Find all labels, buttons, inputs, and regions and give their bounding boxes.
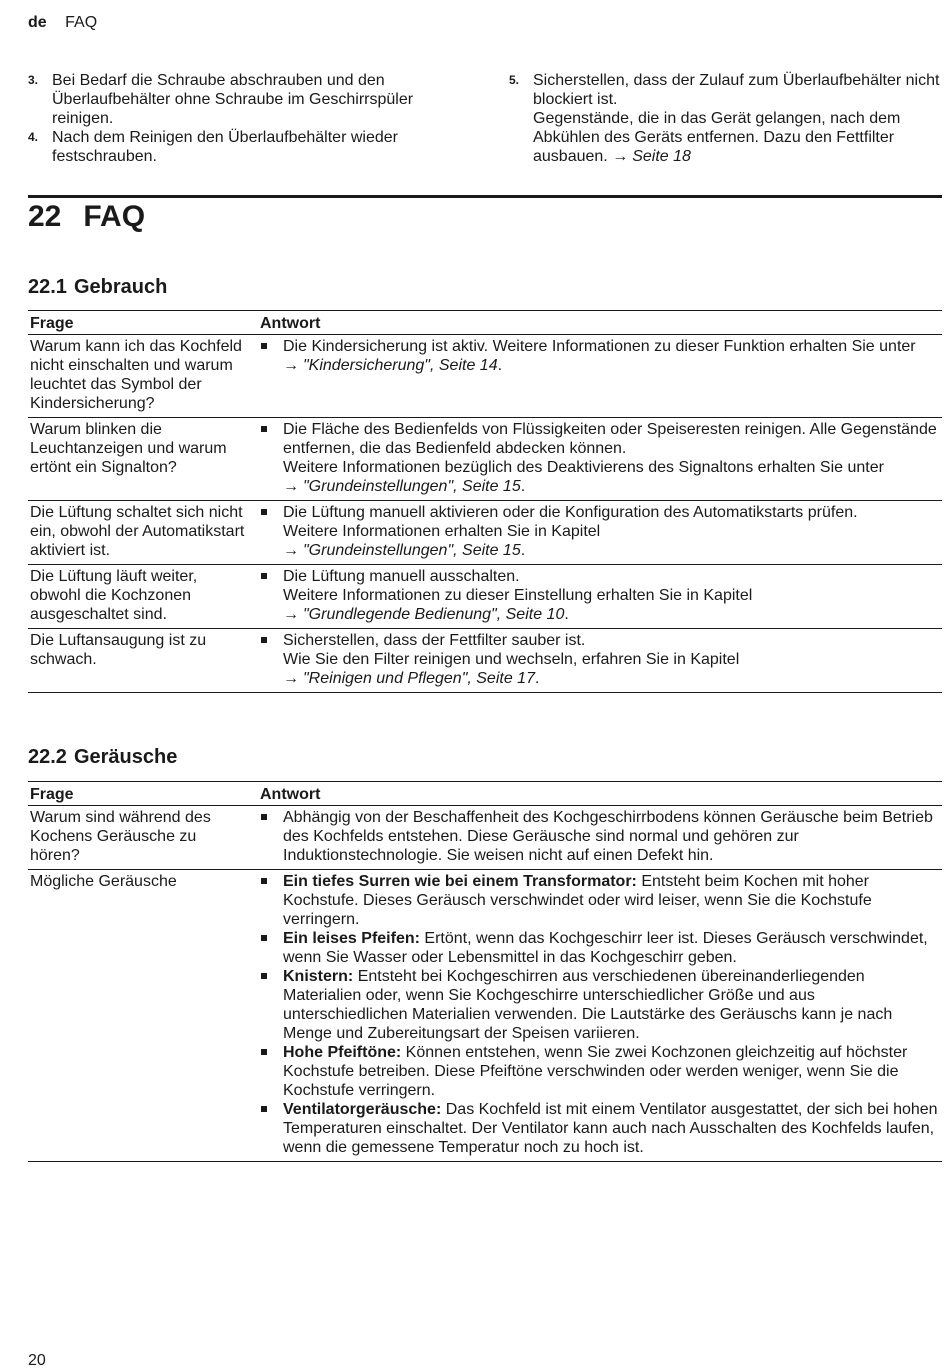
arrow-icon: → bbox=[612, 148, 629, 165]
bullet-icon bbox=[260, 967, 283, 1043]
header-title: FAQ bbox=[65, 14, 98, 31]
chapter-number: 22 bbox=[28, 200, 62, 233]
column-header-frage: Frage bbox=[30, 315, 74, 332]
page-reference-link[interactable]: Seite 18 bbox=[632, 148, 691, 165]
steps-left-column bbox=[28, 71, 468, 166]
section-title-gebrauch bbox=[28, 275, 167, 299]
list-item bbox=[260, 929, 942, 967]
noise-description: Entsteht bei Kochgeschirren aus verschiedenen übereinanderliegenden Materialien oder, wenn Sie Kochgeschirre unterschiedlicher Größe und aus unterschiedlichen Materialien verwenden. Die Lautstärke des Geräuschs kann je nach Menge und Zubereitungsart der Speisen variieren. bbox=[283, 968, 893, 1042]
answer-text-secondary: Wie Sie den Filter reinigen und wechseln, erfahren Sie in Kapitel bbox=[283, 651, 740, 668]
answer-text: Die Kindersicherung ist aktiv. Weitere Informationen zu dieser Funktion erhalten Sie unter bbox=[283, 338, 916, 355]
step-number: 4. bbox=[28, 130, 39, 144]
arrow-icon: → bbox=[283, 478, 299, 495]
step-item bbox=[28, 128, 468, 166]
noise-label: Hohe Pfeiftöne: bbox=[283, 1044, 402, 1061]
arrow-icon: → bbox=[283, 670, 299, 687]
page-reference-link[interactable]: "Grundeinstellungen", Seite 15 bbox=[303, 478, 521, 495]
step-number: 5. bbox=[509, 73, 520, 87]
step-number: 3. bbox=[28, 73, 39, 87]
step-item bbox=[509, 71, 942, 166]
noise-label: Knistern: bbox=[283, 968, 354, 985]
section-number: 22.1 bbox=[28, 276, 67, 298]
section-name: Geräusche bbox=[73, 746, 178, 768]
chapter-name: FAQ bbox=[83, 200, 146, 233]
bullet-icon bbox=[260, 503, 283, 560]
question-cell: Warum blinken die Leuchtanzeigen und warum ertönt ein Signalton? bbox=[30, 421, 227, 476]
column-header-antwort: Antwort bbox=[260, 315, 321, 332]
bullet-icon bbox=[260, 808, 283, 865]
arrow-icon: → bbox=[283, 357, 299, 374]
page-reference-link[interactable]: "Reinigen und Pflegen", Seite 17 bbox=[303, 670, 535, 687]
arrow-icon: → bbox=[283, 542, 299, 559]
chapter-divider bbox=[28, 195, 942, 198]
noise-description: Entsteht beim Kochen mit hoher Kochstufe. Dieses Geräusch verschwindet oder wird leiser, wenn Sie die Kochstufe verringern. bbox=[283, 873, 872, 928]
faq-table-gebrauch bbox=[28, 310, 942, 693]
answer-cell: Die Fläche des Bedienfelds von Flüssigkeiten oder Speiseresten reinigen. Alle Gegenstände entfernen, die das Bedienfeld abdecken können. Weitere Informationen bezüglich des Deaktivierens des Signaltons erhalten Sie unter → "Grundeinstellungen", Seite 15. bbox=[248, 418, 942, 500]
column-header-antwort: Antwort bbox=[260, 786, 321, 803]
answer-cell: Sicherstellen, dass der Fettfilter sauber ist. Wie Sie den Filter reinigen und wechseln, erfahren Sie in Kapitel → "Reinigen und Pflegen", Seite 17. bbox=[248, 629, 942, 692]
question-cell: Die Lüftung läuft weiter, obwohl die Kochzonen ausgeschaltet sind. bbox=[30, 568, 198, 623]
column-header-frage: Frage bbox=[30, 786, 74, 803]
steps-right-column bbox=[509, 71, 942, 166]
language-code: de bbox=[28, 14, 47, 31]
answer-cell: Die Kindersicherung ist aktiv. Weitere Informationen zu dieser Funktion erhalten Sie unter → "Kindersicherung", Seite 14. bbox=[248, 335, 942, 417]
answer-text: Die Fläche des Bedienfelds von Flüssigkeiten oder Speiseresten reinigen. Alle Gegenstände entfernen, die das Bedienfeld abdecken können. bbox=[283, 421, 937, 457]
bullet-icon bbox=[260, 872, 283, 929]
table-row bbox=[28, 628, 942, 692]
bullet-icon bbox=[260, 1043, 283, 1100]
step-item bbox=[28, 71, 468, 128]
answer-cell: Die Lüftung manuell aktivieren oder die Konfiguration des Automatikstarts prüfen. Weitere Informationen erhalten Sie in Kapitel → "Grundeinstellungen", Seite 15. bbox=[248, 501, 942, 564]
answer-text: Sicherstellen, dass der Fettfilter sauber ist. bbox=[283, 632, 586, 649]
table-row bbox=[28, 500, 942, 564]
bullet-icon bbox=[260, 631, 283, 688]
question-cell: Die Luftansaugung ist zu schwach. bbox=[30, 632, 207, 668]
noise-description: Ertönt, wenn das Kochgeschirr leer ist. Dieses Geräusch verschwindet, wenn Sie Wasser oder Lebensmittel in das Kochgeschirr geben. bbox=[283, 930, 928, 966]
answer-text: Die Lüftung manuell aktivieren oder die Konfiguration des Automatikstarts prüfen. bbox=[283, 504, 858, 521]
page-header bbox=[28, 13, 97, 32]
answer-text-secondary: Weitere Informationen zu dieser Einstellung erhalten Sie in Kapitel bbox=[283, 587, 753, 604]
answer-text-secondary: Weitere Informationen bezüglich des Deaktivierens des Signaltons erhalten Sie unter bbox=[283, 459, 884, 476]
section-number: 22.2 bbox=[28, 746, 67, 768]
answer-cell bbox=[248, 870, 942, 1161]
question-cell: Warum kann ich das Kochfeld nicht einschalten und warum leuchtet das Symbol der Kindersicherung? bbox=[30, 338, 242, 412]
table-header bbox=[28, 311, 942, 335]
table-row bbox=[28, 564, 942, 628]
bullet-icon bbox=[260, 337, 283, 375]
bullet-icon bbox=[260, 420, 283, 496]
section-title-geraeusche bbox=[28, 745, 177, 769]
page-reference-link[interactable]: "Grundlegende Bedienung", Seite 10 bbox=[303, 606, 565, 623]
bullet-icon bbox=[260, 567, 283, 624]
list-item bbox=[260, 1100, 942, 1157]
page-reference-link[interactable]: "Kindersicherung", Seite 14 bbox=[303, 357, 498, 374]
noise-label: Ein leises Pfeifen: bbox=[283, 930, 420, 947]
list-item bbox=[260, 872, 942, 929]
step-text: Nach dem Reinigen den Überlaufbehälter wieder festschrauben. bbox=[52, 129, 398, 165]
list-item bbox=[260, 1043, 942, 1100]
table-header bbox=[28, 782, 942, 806]
table-row bbox=[28, 869, 942, 1161]
list-item bbox=[260, 967, 942, 1043]
answer-cell bbox=[248, 806, 942, 869]
noise-description: Das Kochfeld ist mit einem Ventilator ausgestattet, der sich bei hohen Temperaturen einschaltet. Der Ventilator kann auch nach Ausschalten des Kochfelds laufen, wenn die gemessene Temperatur noch zu hoch ist. bbox=[283, 1101, 938, 1156]
question-cell: Mögliche Geräusche bbox=[30, 873, 177, 890]
bullet-icon bbox=[260, 929, 283, 967]
noise-label: Ein tiefes Surren wie bei einem Transformator: bbox=[283, 873, 637, 890]
page-reference-link[interactable]: "Grundeinstellungen", Seite 15 bbox=[303, 542, 521, 559]
answer-text: Die Lüftung manuell ausschalten. bbox=[283, 568, 520, 585]
noise-description: Können entstehen, wenn Sie zwei Kochzonen gleichzeitig auf höchster Kochstufe betreiben. Diese Pfeiftöne verschwinden oder werden weniger, wenn Sie die Kochstufe verringern. bbox=[283, 1044, 908, 1099]
answer-text: Abhängig von der Beschaffenheit des Kochgeschirrbodens können Geräusche beim Betrieb des Kochfelds entstehen. Diese Geräusche sind normal und gehören zur Induktionstechnologie. Sie weisen nicht auf einen Defekt hin. bbox=[283, 809, 933, 864]
page-number: 20 bbox=[28, 1352, 46, 1369]
answer-text-secondary: Weitere Informationen erhalten Sie in Kapitel bbox=[283, 523, 601, 540]
arrow-icon: → bbox=[283, 606, 299, 623]
table-row bbox=[28, 806, 942, 869]
bullet-icon bbox=[260, 1100, 283, 1157]
step-text-secondary: Gegenstände, die in das Gerät gelangen, nach dem Abkühlen des Geräts entfernen. Dazu den Fettfilter ausbauen. bbox=[533, 110, 901, 165]
table-row bbox=[28, 417, 942, 500]
section-name: Gebrauch bbox=[73, 276, 168, 298]
question-cell: Warum sind während des Kochens Geräusche zu hören? bbox=[30, 809, 211, 864]
step-text: Bei Bedarf die Schraube abschrauben und den Überlaufbehälter ohne Schraube im Geschirrspüler reinigen. bbox=[52, 72, 414, 127]
answer-cell: Die Lüftung manuell ausschalten. Weitere Informationen zu dieser Einstellung erhalten Sie in Kapitel → "Grundlegende Bedienung", Seite 10. bbox=[248, 565, 942, 628]
chapter-title bbox=[28, 200, 145, 234]
question-cell: Die Lüftung schaltet sich nicht ein, obwohl der Automatikstart aktiviert ist. bbox=[30, 504, 245, 559]
noise-label: Ventilatorgeräusche: bbox=[283, 1101, 442, 1118]
step-text: Sicherstellen, dass der Zulauf zum Überlaufbehälter nicht blockiert ist. bbox=[533, 72, 940, 108]
faq-table-geraeusche bbox=[28, 781, 942, 1162]
table-row bbox=[28, 335, 942, 417]
